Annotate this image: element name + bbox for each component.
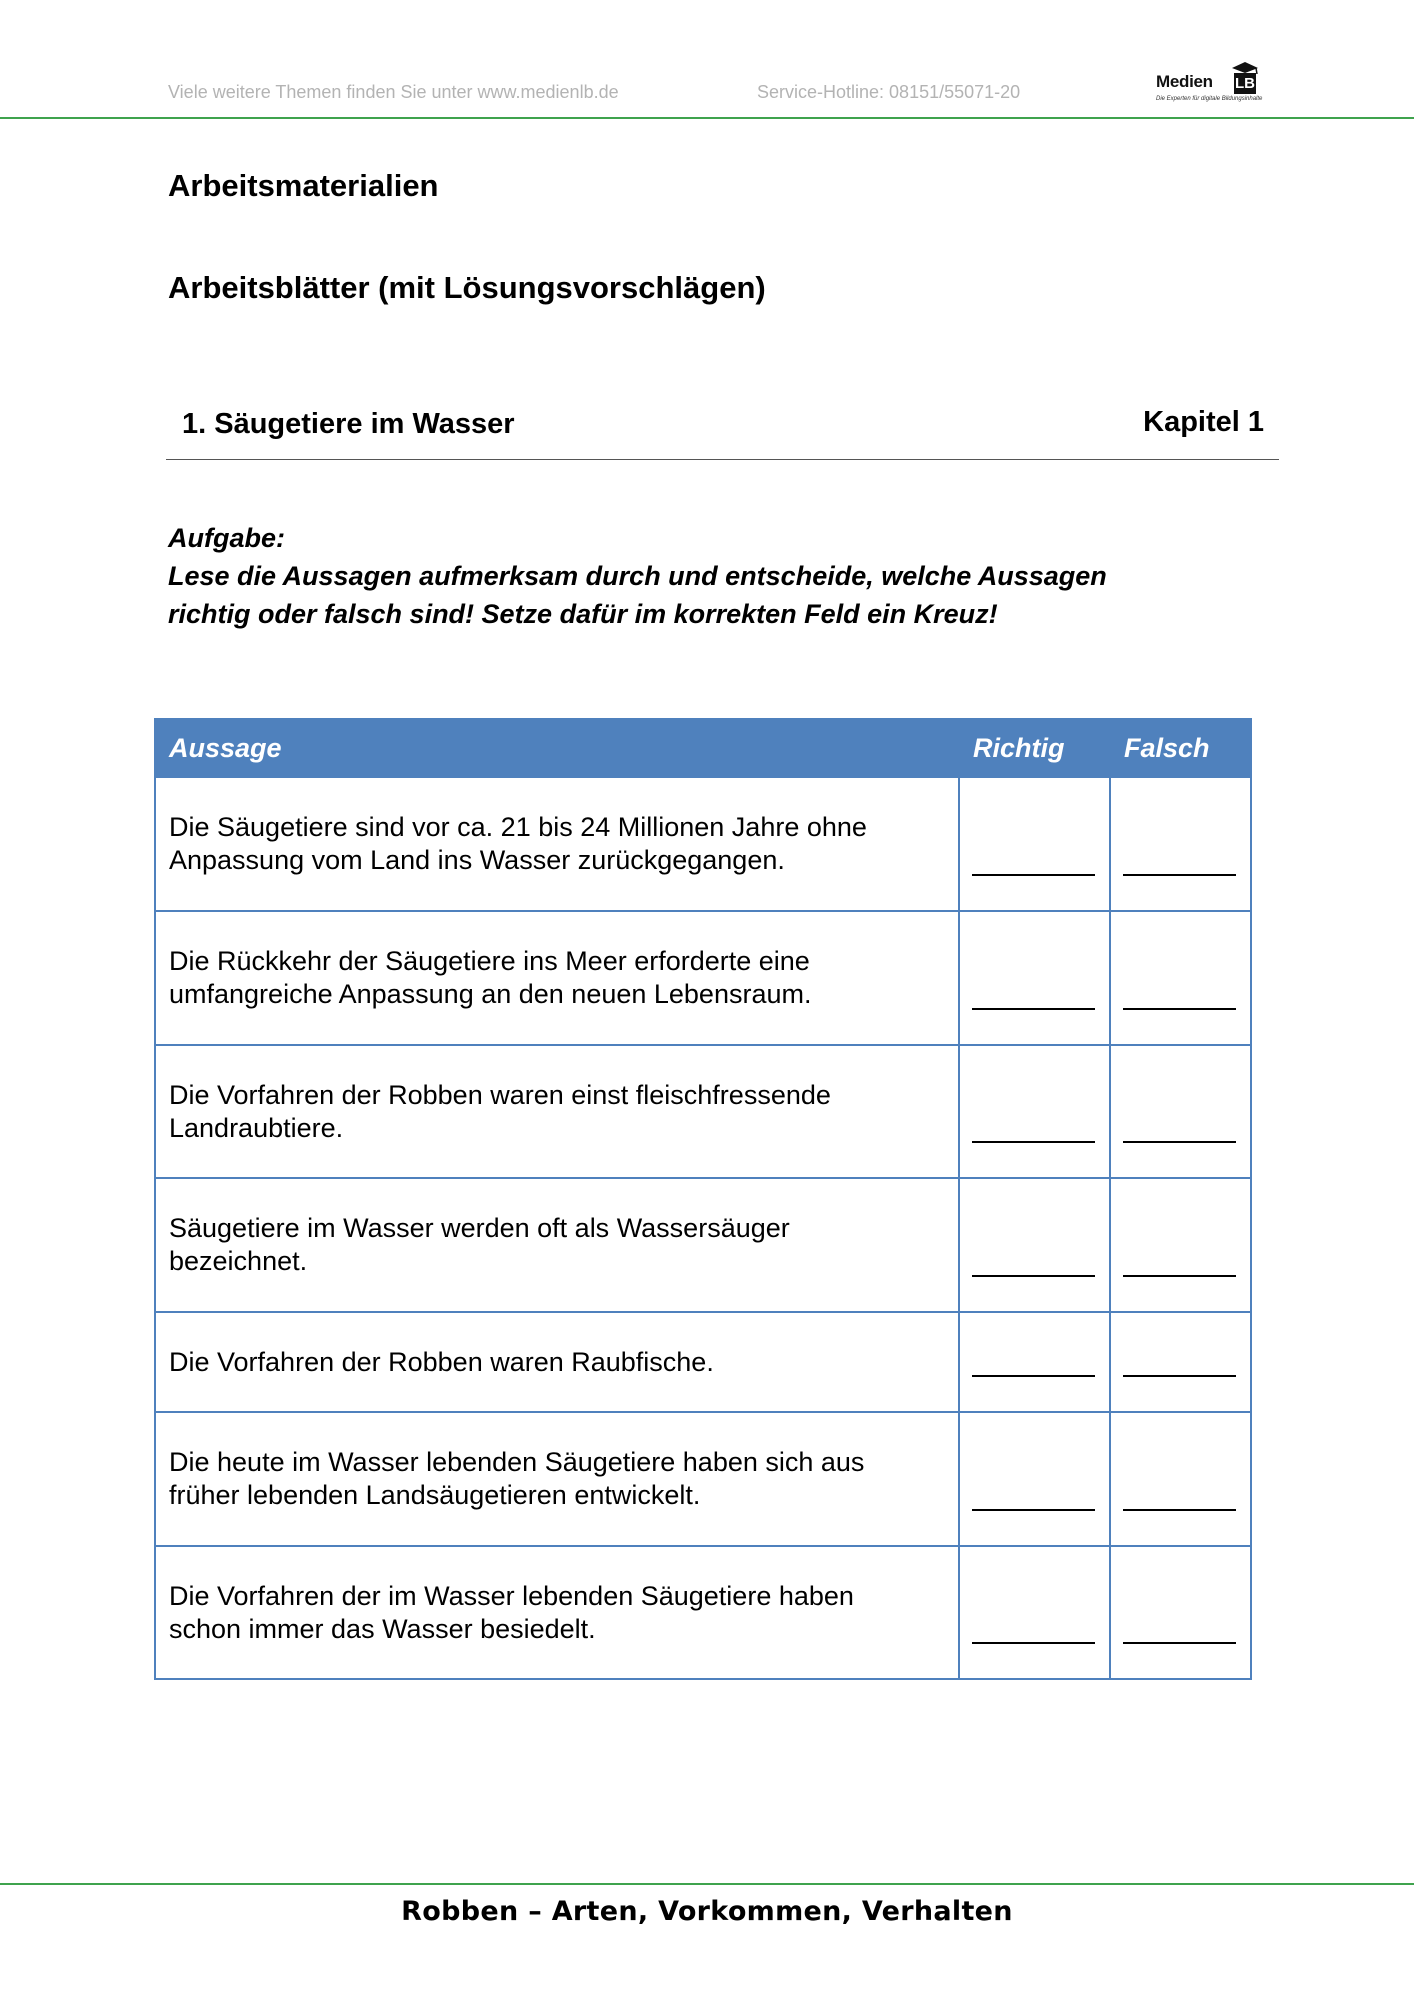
answer-false-field[interactable] [1110,777,1251,911]
answer-line [1123,1275,1236,1277]
statement-cell [155,911,959,1045]
statement-line-2: Anpassung vom Land ins Wasser zurückgegangen. [169,845,785,875]
table-row [155,1045,1251,1178]
header-website-text: Viele weitere Themen finden Sie unter www.medienlb.de [168,82,619,102]
page-title: Arbeitsmaterialien [168,168,439,203]
table-row [155,777,1251,911]
answer-line [972,1275,1095,1277]
statement-line-1: Die Vorfahren der Robben waren Raubfische. [169,1346,714,1377]
answer-line [972,1375,1095,1377]
answer-line [972,1509,1095,1511]
answer-true-field[interactable] [959,1045,1110,1178]
statement-line-1: Säugetiere im Wasser werden oft als Wassersäuger [169,1213,790,1243]
logo-word: Medien [1156,72,1213,91]
header-statement: Aussage [155,719,959,777]
statement-cell [155,777,959,911]
answer-true-field[interactable] [959,777,1110,911]
table-row [155,1178,1251,1312]
chapter-label: Kapitel 1 [1143,406,1264,438]
answer-false-field[interactable] [1110,1546,1251,1679]
task-line-2: richtig oder falsch sind! Setze dafür im korrekten Feld ein Kreuz! [168,599,998,629]
answer-line [972,1141,1095,1143]
statement-line-2: schon immer das Wasser besiedelt. [169,1613,596,1644]
answer-line [972,1008,1095,1010]
header-false: Falsch [1110,719,1251,777]
answer-line [1123,1642,1236,1644]
statement-line-2: Landraubtiere. [169,1112,344,1143]
statement-line-1: Die Vorfahren der Robben waren einst fleischfressende [169,1079,831,1110]
statement-line-1: Die Vorfahren der im Wasser lebenden Säugetiere haben [169,1580,854,1611]
table-row [155,1546,1251,1679]
medienlb-logo [1156,62,1266,110]
table-row [155,911,1251,1045]
answer-true-field[interactable] [959,1412,1110,1546]
logo-tagline: Die Experten für digitale Bildungsinhalte [1156,96,1263,102]
answer-true-field[interactable] [959,1546,1110,1679]
answer-line [1123,1375,1236,1377]
answer-false-field[interactable] [1110,1312,1251,1412]
statement-line-2: bezeichnet. [169,1246,308,1276]
statement-cell [155,1178,959,1312]
statement-line-1: Die Rückkehr der Säugetiere ins Meer erforderte eine [169,946,810,976]
statement-line-1: Die Säugetiere sind vor ca. 21 bis 24 Millionen Jahre ohne [169,812,867,842]
answer-line [1123,1509,1236,1511]
task-line-1: Lese die Aussagen aufmerksam durch und entscheide, welche Aussagen [168,561,1107,591]
statement-cell [155,1312,959,1412]
header-divider [0,117,1414,119]
answer-false-field[interactable] [1110,911,1251,1045]
statement-cell [155,1546,959,1679]
statement-line-2: umfangreiche Anpassung an den neuen Lebensraum. [169,979,812,1009]
answer-false-field[interactable] [1110,1412,1251,1546]
footer-divider [0,1883,1414,1885]
statement-line-2: früher lebenden Landsäugetieren entwickelt. [169,1480,701,1510]
answer-line [972,874,1095,876]
table-header-row [155,719,1251,777]
table-row [155,1412,1251,1546]
answer-line [1123,1008,1236,1010]
statement-line-1: Die heute im Wasser lebenden Säugetiere haben sich aus [169,1447,865,1477]
page-subtitle: Arbeitsblätter (mit Lösungsvorschlägen) [168,270,766,305]
chapter-title: 1. Säugetiere im Wasser [182,408,515,440]
answer-true-field[interactable] [959,1312,1110,1412]
answer-false-field[interactable] [1110,1045,1251,1178]
table-row [155,1312,1251,1412]
task-label: Aufgabe: [168,523,285,553]
footer-title: Robben – Arten, Vorkommen, Verhalten [401,1896,1013,1927]
statement-table [154,718,1252,1680]
statement-cell [155,1412,959,1546]
task-instructions [168,519,1268,633]
answer-line [972,1642,1095,1644]
answer-line [1123,874,1236,876]
answer-line [1123,1141,1236,1143]
answer-true-field[interactable] [959,1178,1110,1312]
chapter-divider [166,459,1279,460]
statement-cell [155,1045,959,1178]
header-true: Richtig [959,719,1110,777]
logo-box: LB [1235,75,1255,92]
answer-true-field[interactable] [959,911,1110,1045]
header-hotline-text: Service-Hotline: 08151/55071-20 [757,82,1021,102]
answer-false-field[interactable] [1110,1178,1251,1312]
